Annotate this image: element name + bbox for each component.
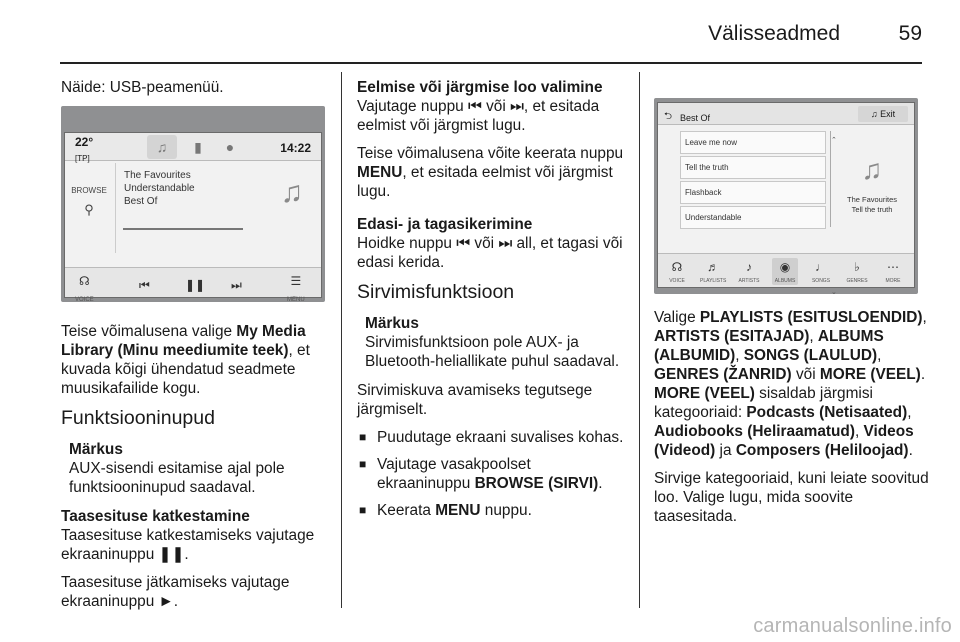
cat-term: Audiobooks (Heliraamatud) (654, 423, 855, 440)
cat-text: , (877, 347, 882, 364)
genres-category-button[interactable]: ♭ GENRES (844, 258, 870, 285)
cat-text: , (922, 309, 927, 326)
ff-title: Edasi- ja tagasikerimine (357, 216, 533, 233)
watermark: carmanualsonline.info (753, 615, 952, 637)
open-text: Sirvimiskuva avamiseks tegutsege järgmiselt. (357, 382, 593, 418)
select-text: Vajutage nuppu ⏮ või ⏭, et esitada eelmist või järgmist lugu. (357, 98, 600, 134)
cat-term: GENRES (ŽANRID) (654, 366, 792, 383)
music-note-icon: ♫ (861, 154, 883, 185)
back-arrow-icon[interactable]: ⮌ (664, 111, 673, 122)
pause-section (61, 507, 326, 564)
cat-text: , (735, 347, 744, 364)
tp-indicator: [TP] (75, 154, 90, 163)
ff-section (357, 215, 627, 272)
menu-label: MENU (287, 297, 305, 302)
progress-bar[interactable] (123, 228, 243, 230)
browse-heading: Sirvimisfunktsioon (357, 281, 515, 303)
cat-term: ARTISTS (ESITAJAD) (654, 328, 810, 345)
temperature: 22° (75, 135, 94, 149)
cat-text: ja (715, 442, 736, 459)
voice-category-button[interactable]: ☊ VOICE (664, 258, 690, 285)
pause-icon[interactable]: ❚❚ (185, 278, 206, 292)
page-header (60, 20, 922, 64)
alt-menu-text (357, 144, 627, 201)
page-number: 59 (898, 22, 922, 45)
cat-term: ALBUMS (ALBUMID) (654, 328, 884, 364)
cat-text: , (854, 423, 864, 440)
artists-category-button[interactable]: ♪ ARTISTS (736, 258, 762, 285)
bullet3-end: nuppu. (480, 502, 532, 519)
note-aux (69, 440, 326, 497)
side-track: Tell the truth (851, 205, 893, 214)
device-tab-icon[interactable]: ▮ (194, 139, 202, 155)
exit-label: Exit (880, 109, 896, 119)
intro-text: Näide: USB-peamenüü. (61, 79, 224, 96)
infotainment-screen (64, 132, 322, 302)
note-text: AUX-sisendi esitamise ajal pole funktsiooninupud saadaval. (69, 460, 285, 496)
cat-term: MORE (VEEL) (654, 385, 755, 402)
screen-top-bar (65, 133, 321, 161)
menu-term: MENU (357, 164, 403, 181)
final-text: Sirvige kategooriaid, kuni leiate soovitud loo. Valige lugu, mida soovite taasesitada. (654, 470, 929, 525)
select-section (357, 78, 627, 135)
cat-text: sisaldab järgmisi kategooriaid: (654, 385, 873, 421)
track-line-2: Understandable (124, 183, 195, 194)
menu-button[interactable]: ☰ MENU (287, 272, 305, 302)
pause-title: Taasesituse katkestamine (61, 508, 250, 525)
function-buttons-heading: Funktsiooninupud (61, 407, 215, 429)
search-icon: ⚲ (84, 202, 94, 217)
usb-main-menu-screenshot (61, 106, 325, 302)
cat-label: PLAYLISTS (700, 278, 727, 284)
column-1 (61, 78, 326, 620)
more-category-button[interactable]: ⋯ MORE (880, 258, 906, 285)
bullet3-text: Keerata (377, 502, 436, 519)
pause-text: Taasesituse katkestamiseks vajutage ekraaninuppu ❚❚. (61, 527, 315, 563)
browse-top-bar (658, 103, 914, 125)
alt-menu-2: , et esitada eelmist või järgmist lugu. (357, 164, 613, 200)
album-title: Best Of (680, 113, 711, 123)
alt-text-2: , et kuvada kõigi ühendatud seadmete muusikafailide kogu. (61, 342, 310, 397)
note-text-2: Sirvimisfunktsioon pole AUX- ja Bluetooth-heliallikate puhul saadaval. (365, 334, 620, 370)
browse-button[interactable] (71, 181, 107, 219)
bullet2-end: . (598, 475, 603, 492)
my-media-library-term: My Media Library (Minu meediumite teek) (61, 323, 306, 359)
screen-bottom-bar (65, 267, 321, 302)
song-list (680, 131, 826, 231)
voice-button[interactable]: ☊ VOICE (75, 272, 94, 302)
browse-sirvi-term: BROWSE (SIRVI) (474, 475, 599, 492)
browse-label: BROWSE (71, 186, 107, 195)
list-scrollbar[interactable]: ⌃ ⌄ (830, 131, 836, 227)
select-title: Eelmise või järgmise loo valimine (357, 79, 603, 96)
cat-label: MORE (885, 278, 901, 284)
categories-text (654, 308, 929, 460)
cat-text: või (791, 366, 820, 383)
alt-menu-1: Teise võimalusena võite keerata nuppu (357, 145, 624, 162)
list-item[interactable]: Leave me now (680, 131, 826, 154)
track-line-3: Best Of (124, 196, 158, 207)
previous-track-icon[interactable]: ⏮ (139, 278, 150, 292)
note-browse (365, 314, 627, 371)
exit-button[interactable]: ♫ Exit (858, 106, 908, 122)
songs-category-button[interactable]: ♩ SONGS (808, 258, 834, 285)
next-track-icon[interactable]: ⏭ (231, 278, 242, 292)
cat-term: SONGS (LAULUD) (743, 347, 878, 364)
list-item: ■ Puudutage ekraani suvalises kohas. (357, 428, 627, 447)
voice-label: VOICE (75, 297, 94, 302)
cat-text: , (809, 328, 818, 345)
ff-text: Hoidke nuppu ⏮ või ⏭ all, et tagasi või edasi kerida. (357, 235, 623, 271)
cat-text: . (920, 366, 926, 383)
track-info (115, 163, 265, 253)
track-line-1: The Favourites (124, 170, 191, 181)
note-title-2: Märkus (365, 315, 419, 332)
cat-label: SONGS (811, 278, 831, 284)
alt-library-text (61, 322, 326, 398)
column-2 (357, 78, 627, 528)
note-title: Märkus (69, 441, 123, 458)
category-bar (658, 253, 914, 287)
source-tab-icon[interactable]: ● (225, 139, 235, 155)
cat-label: ALBUMS (774, 278, 796, 284)
column-divider-2 (639, 72, 640, 608)
list-item (357, 455, 627, 493)
list-item[interactable]: Understandable (680, 206, 826, 229)
menu-term-2: MENU (435, 502, 481, 519)
list-item[interactable]: Tell the truth (680, 156, 826, 179)
resume-text: Taasesituse jätkamiseks vajutage ekraaninuppu ►. (61, 574, 290, 610)
list-item[interactable]: Flashback (680, 181, 826, 204)
cat-label: GENRES (846, 278, 868, 284)
browse-steps-list (357, 428, 627, 520)
column-3 (654, 78, 929, 535)
clock: 14:22 (280, 141, 311, 155)
album-art-music-icon: ♫ (280, 176, 303, 209)
cat-label: VOICE (669, 278, 685, 284)
cat-text: . (908, 442, 913, 459)
bullet2-text: Vajutage vasakpoolset ekraaninuppu (377, 456, 531, 492)
cat-text: , (907, 404, 912, 421)
side-artist: The Favourites (846, 195, 898, 204)
page-title: Välisseadmed (708, 22, 840, 45)
albums-category-button[interactable]: ◉ ALBUMS (772, 258, 798, 285)
now-playing-info (836, 153, 908, 215)
cat-term: PLAYLISTS (ESITUSLOENDID) (699, 309, 923, 326)
playlists-category-button[interactable]: ♬ PLAYLISTS (700, 260, 727, 284)
cat-term: Podcasts (Netisaated) (746, 404, 908, 421)
cat-term: Composers (Heliloojad) (735, 442, 909, 459)
cat-term: MORE (VEEL) (819, 366, 921, 383)
alt-text-1: Teise võimalusena valige (61, 323, 237, 340)
cat-term: Videos (Videod) (654, 423, 914, 459)
browse-list-screenshot (654, 98, 918, 294)
list-item (357, 501, 627, 520)
music-tab-icon[interactable]: ♫ (147, 135, 177, 159)
browse-screen (657, 102, 915, 294)
cat-label: ARTISTS (738, 278, 760, 284)
column-divider-1 (341, 72, 342, 608)
cat-text: Valige (654, 309, 700, 326)
